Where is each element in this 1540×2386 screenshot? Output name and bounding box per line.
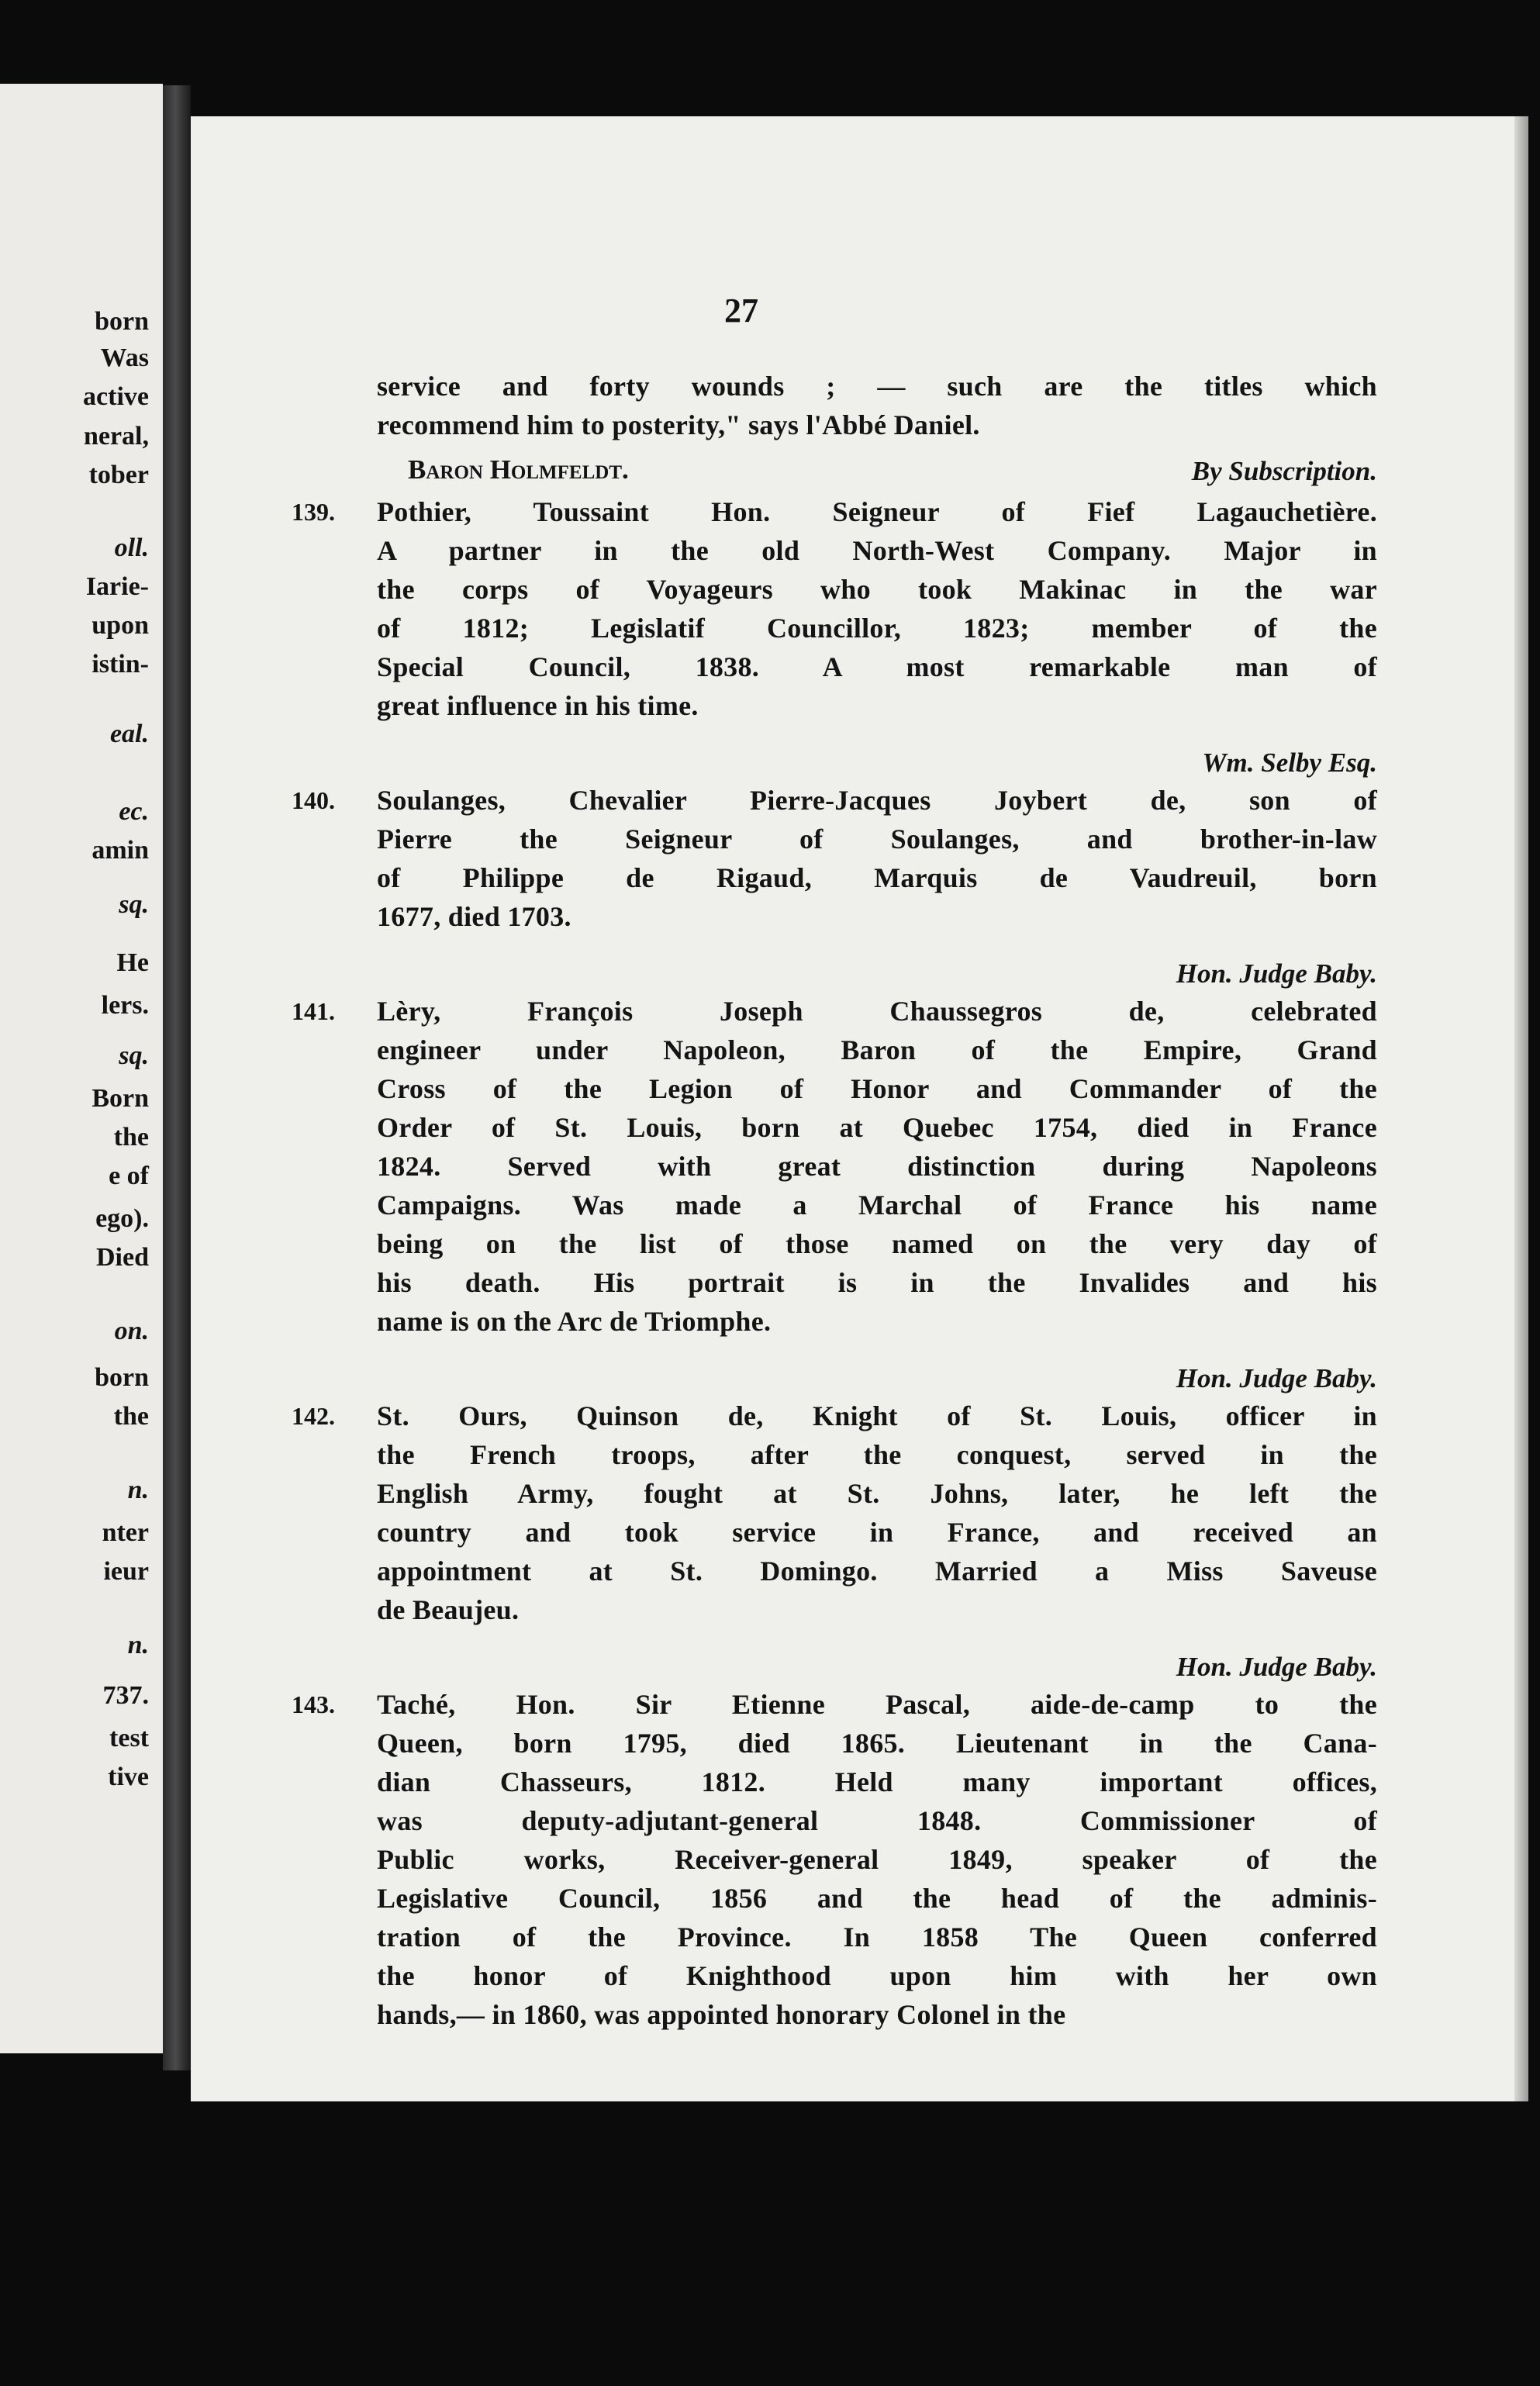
left-page-text-fragment: the (113, 1123, 149, 1152)
entry-line: Pierre the Seigneur of Soulanges, and brother-in-law (377, 824, 1377, 855)
entry-line: Soulanges, Chevalier Pierre-Jacques Joybert de, son of (377, 785, 1377, 816)
entry-line: being on the list of those named on the very day of (377, 1228, 1377, 1259)
left-page-text-fragment: ego). (95, 1204, 149, 1233)
entry-line: dian Chasseurs, 1812. Held many important offices, (377, 1766, 1377, 1797)
left-page-fragment (0, 84, 163, 2053)
book-gutter (163, 85, 191, 2070)
entry-line: his death. His portrait is in the Invalides and his (377, 1267, 1377, 1298)
entry-line: tration of the Province. In 1858 The Queen conferred (377, 1922, 1377, 1953)
continuation-line: recommend him to posterity," says l'Abbé Daniel. (377, 409, 980, 440)
left-page-text-fragment: born (95, 1363, 149, 1392)
contributor-signature: Wm. Selby Esq. (1202, 748, 1377, 778)
entry-line: the honor of Knighthood upon him with her own (377, 1960, 1377, 1991)
entry-line: 1677, died 1703. (377, 901, 571, 932)
left-page-text-fragment: sq. (119, 890, 149, 919)
left-page-text-fragment: tive (108, 1763, 149, 1791)
entry-line: Taché, Hon. Sir Etienne Pascal, aide-de-camp to the (377, 1689, 1377, 1720)
main-page (191, 116, 1528, 2101)
entry-number: 142. (292, 1402, 335, 1430)
entry-line: great influence in his time. (377, 690, 699, 721)
left-page-text-fragment: nter (102, 1518, 149, 1547)
left-page-text-fragment: Born (92, 1084, 149, 1113)
contributor-name: Baron Holmfeldt. (408, 454, 629, 485)
entry-line: engineer under Napoleon, Baron of the Empire, Grand (377, 1034, 1377, 1065)
entry-line: Special Council, 1838. A most remarkable man of (377, 651, 1377, 682)
entry-number: 143. (292, 1690, 335, 1718)
entry-line: was deputy-adjutant-general 1848. Commissioner of (377, 1805, 1377, 1836)
left-page-text-fragment: He (116, 948, 149, 977)
left-page-text-fragment: Died (96, 1243, 149, 1272)
entry-number: 139. (292, 498, 335, 526)
left-page-text-fragment: lers. (101, 991, 149, 1020)
entry-line: name is on the Arc de Triomphe. (377, 1306, 772, 1337)
left-page-text-fragment: 737. (102, 1681, 149, 1710)
page-number: 27 (724, 292, 758, 330)
left-page-text-fragment: ec. (119, 797, 149, 826)
contributor-signature: By Subscription. (1191, 456, 1377, 486)
entry-number: 141. (292, 997, 335, 1025)
left-page-text-fragment: eal. (109, 720, 149, 748)
left-page-text-fragment: test (109, 1724, 149, 1752)
entry-line: Legislative Council, 1856 and the head of the adminis- (377, 1883, 1377, 1914)
left-page-text-fragment: upon (92, 611, 149, 640)
entry-line: the corps of Voyageurs who took Makinac in the war (377, 574, 1377, 605)
left-page-text-fragment: oll. (114, 533, 149, 562)
left-page-text-fragment: Iarie- (85, 572, 149, 601)
left-page-text-fragment: ieur (103, 1557, 149, 1586)
entry-number: 140. (292, 786, 335, 814)
left-page-text-fragment: n. (127, 1476, 149, 1504)
entry-line: Order of St. Louis, born at Quebec 1754, died in France (377, 1112, 1377, 1143)
entry-line: of Philippe de Rigaud, Marquis de Vaudreuil, born (377, 862, 1377, 893)
entry-line: Public works, Receiver-general 1849, speaker of the (377, 1844, 1377, 1875)
contributor-signature: Hon. Judge Baby. (1176, 1363, 1377, 1393)
entry-line: de Beaujeu. (377, 1594, 520, 1625)
entry-line: 1824. Served with great distinction during Napoleons (377, 1151, 1377, 1182)
entry-line: of 1812; Legislatif Councillor, 1823; member of the (377, 613, 1377, 644)
left-page-text-fragment: e of (109, 1162, 149, 1190)
contributor-signature: Hon. Judge Baby. (1176, 958, 1377, 989)
entry-line: Lèry, François Joseph Chaussegros de, celebrated (377, 996, 1377, 1027)
left-page-text-fragment: amin (92, 836, 149, 865)
continuation-line: service and forty wounds ; — such are the titles which (377, 371, 1377, 402)
entry-line: appointment at St. Domingo. Married a Miss Saveuse (377, 1556, 1377, 1587)
entry-line: Cross of the Legion of Honor and Commander of the (377, 1073, 1377, 1104)
left-page-text-fragment: the (113, 1402, 149, 1431)
entry-line: the French troops, after the conquest, served in the (377, 1439, 1377, 1470)
left-page-text-fragment: tober (88, 461, 149, 489)
entry-line: country and took service in France, and received an (377, 1517, 1377, 1548)
left-page-text-fragment: Was (100, 344, 149, 372)
entry-line: hands,— in 1860, was appointed honorary Colonel in the (377, 1999, 1066, 2030)
entry-line: Queen, born 1795, died 1865. Lieutenant in the Cana- (377, 1728, 1377, 1759)
left-page-text-fragment: neral, (83, 422, 149, 451)
left-page-text-fragment: born (95, 307, 149, 336)
entry-line: A partner in the old North-West Company. Major in (377, 535, 1377, 566)
entry-line: St. Ours, Quinson de, Knight of St. Louis, officer in (377, 1400, 1377, 1431)
entry-line: Campaigns. Was made a Marchal of France his name (377, 1190, 1377, 1221)
contributor-signature: Hon. Judge Baby. (1176, 1652, 1377, 1682)
left-page-text-fragment: active (83, 382, 149, 411)
left-page-text-fragment: istin- (92, 650, 149, 679)
left-page-text-fragment: on. (114, 1317, 149, 1345)
entry-line: English Army, fought at St. Johns, later, he left the (377, 1478, 1377, 1509)
entry-line: Pothier, Toussaint Hon. Seigneur of Fief Lagauchetière. (377, 496, 1377, 527)
left-page-text-fragment: sq. (119, 1041, 149, 1070)
left-page-text-fragment: n. (127, 1631, 149, 1659)
